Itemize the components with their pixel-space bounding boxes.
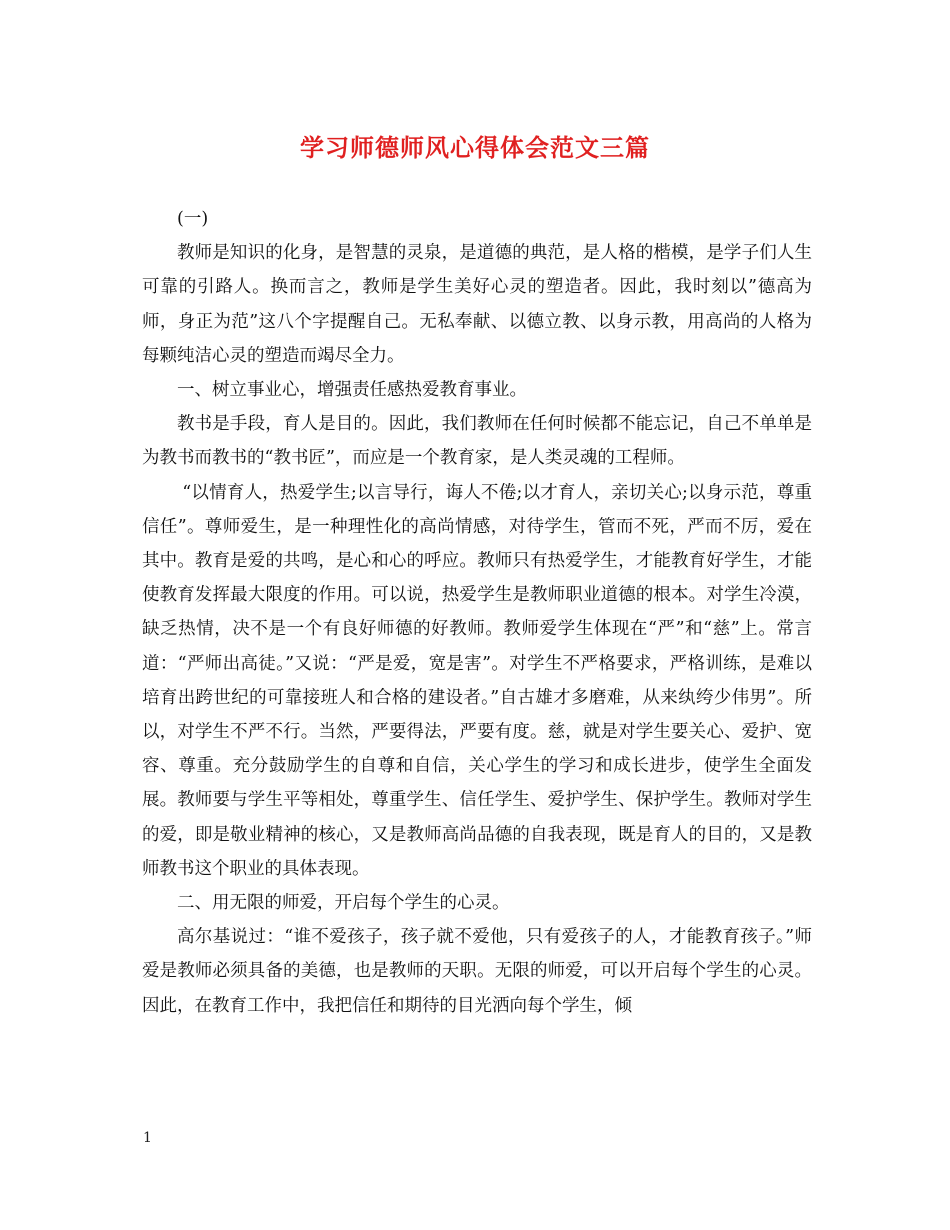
body-paragraph: 教书是手段，育人是目的。因此，我们教师在任何时候都不能忘记，自己不单单是为教书而教书的“教书匠”，而应是一个教育家，是人类灵魂的工程师。 bbox=[142, 414, 812, 469]
document-title: 学习师德师风心得体会范文三篇 bbox=[300, 133, 650, 162]
page-number: 1 bbox=[143, 1130, 152, 1146]
document-body bbox=[142, 202, 812, 1023]
body-paragraph: 教师是知识的化身，是智慧的灵泉，是道德的典范，是人格的楷模，是学子们人生可靠的引路人。换而言之，教师是学生美好心灵的塑造者。因此，我时刻以”德高为师，身正为范”这八个字提醒自己。无私奉献、以德立教、以身示教，用高尚的人格为每颗纯洁心灵的塑造而竭尽全力。 bbox=[142, 243, 812, 366]
section-heading: 二、用无限的师爱，开启每个学生的心灵。 bbox=[177, 893, 510, 914]
body-paragraph: 高尔基说过：“谁不爱孩子，孩子就不爱他，只有爱孩子的人，才能教育孩子。”师爱是教师必须具备的美德，也是教师的天职。无限的师爱，可以开启每个学生的心灵。因此，在教育工作中，我把信任和期待的目光洒向每个学生，倾 bbox=[142, 927, 812, 1016]
section-heading: 一、树立事业心，增强责任感热爱教育事业。 bbox=[177, 380, 527, 401]
section-marker: (一) bbox=[177, 209, 209, 229]
body-paragraph: “以情育人，热爱学生;以言导行，诲人不倦;以才育人，亲切关心;以身示范，尊重信任”。尊师爱生，是一种理性化的高尚情感，对待学生，管而不死，严而不厉，爱在其中。教育是爱的共鸣，是心和心的呼应。教师只有热爱学生，才能教育好学生，才能使教育发挥最大限度的作用。可以说，热爱学生是教师职业道德的根本。对学生冷漠，缺乏热情，决不是一个有良好师德的好教师。教师爱学生体现在“严”和“慈”上。常言道：“严师出高徒。”又说：“严是爱，宽是害”。对学生不严格要求，严格训练，是难以培育出跨世纪的可靠接班人和合格的建设者。”自古雄才多磨难，从来纨绔少伟男”。所以，对学生不严不行。当然，严要得法，严要有度。慈，就是对学生要关心、爱护、宽容、尊重。充分鼓励学生的自尊和自信，关心学生的学习和成长进步，使学生全面发展。教师要与学生平等相处，尊重学生、信任学生、爱护学生、保护学生。教师对学生的爱，即是敬业精神的核心，又是教师高尚品德的自我表现，既是育人的目的，又是教师教书这个职业的具体表现。 bbox=[142, 482, 812, 879]
